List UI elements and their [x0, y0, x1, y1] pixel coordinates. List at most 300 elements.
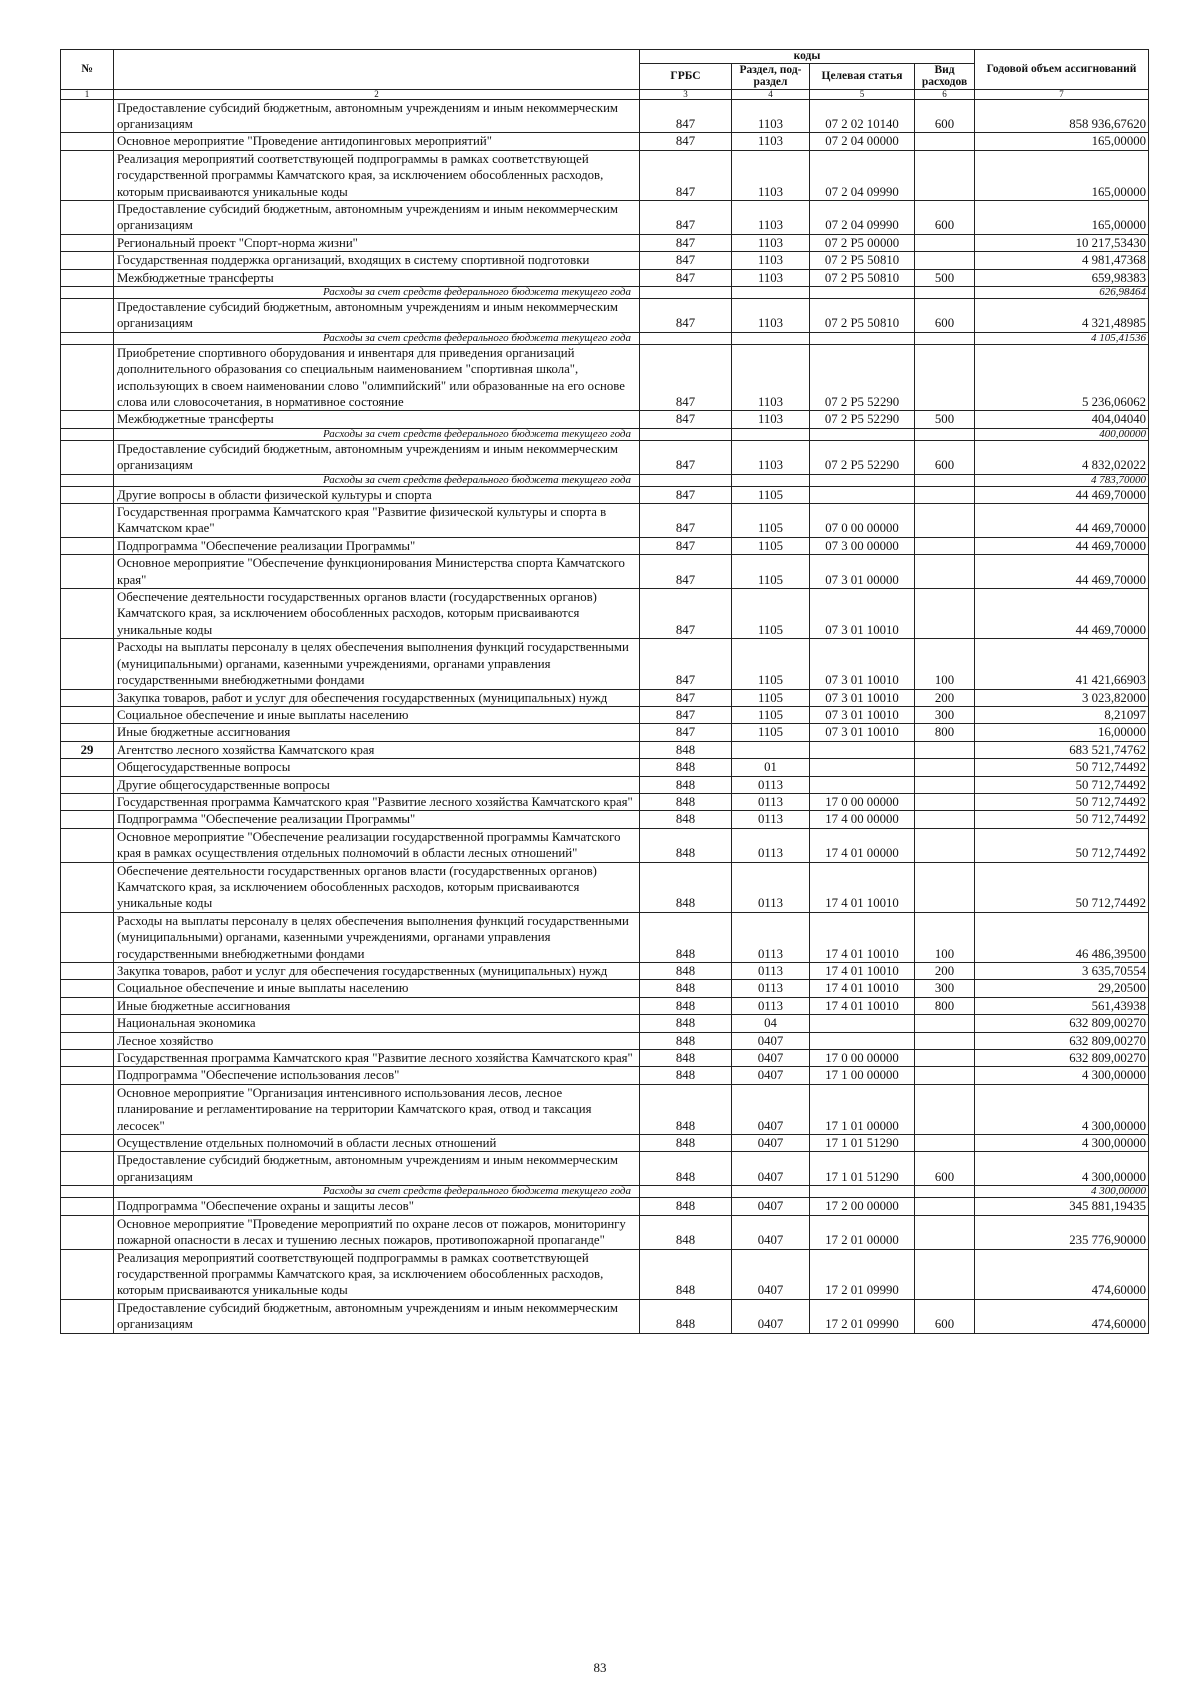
num-cell	[61, 793, 114, 810]
num-cell	[61, 1299, 114, 1333]
section-cell	[732, 1186, 810, 1198]
target-cell: 17 4 01 10010	[810, 997, 915, 1014]
amount-cell: 4 300,00000	[975, 1084, 1149, 1134]
name-cell: Государственная программа Камчатского края "Развитие лесного хозяйства Камчатского края"	[114, 793, 640, 810]
vid-cell	[915, 811, 975, 828]
vid-cell	[915, 1067, 975, 1084]
vid-cell	[915, 1186, 975, 1198]
grbs-cell: 847	[640, 411, 732, 428]
vid-cell	[915, 1084, 975, 1134]
vid-cell	[915, 828, 975, 862]
amount-cell: 165,00000	[975, 133, 1149, 150]
header-target: Целевая статья	[810, 63, 915, 89]
num-cell	[61, 997, 114, 1014]
section-cell: 1103	[732, 133, 810, 150]
vid-cell	[915, 793, 975, 810]
target-cell: 07 2 P5 50810	[810, 298, 915, 332]
name-cell: Основное мероприятие "Обеспечение функционирования Министерства спорта Камчатского края"	[114, 555, 640, 589]
grbs-cell: 847	[640, 150, 732, 200]
vid-cell	[915, 589, 975, 639]
table-row	[61, 1152, 1149, 1186]
amount-cell: 345 881,19435	[975, 1198, 1149, 1215]
grbs-cell: 847	[640, 504, 732, 538]
name-cell: Осуществление отдельных полномочий в области лесных отношений	[114, 1135, 640, 1152]
vid-cell	[915, 486, 975, 503]
num-cell	[61, 963, 114, 980]
vid-cell	[915, 474, 975, 486]
amount-cell: 50 712,74492	[975, 811, 1149, 828]
grbs-cell: 847	[640, 252, 732, 269]
vid-cell	[915, 1215, 975, 1249]
num-cell	[61, 1050, 114, 1067]
table-row	[61, 706, 1149, 723]
name-cell: Основное мероприятие "Проведение антидопинговых мероприятий"	[114, 133, 640, 150]
amount-cell: 3 635,70554	[975, 963, 1149, 980]
budget-table	[60, 49, 1149, 1334]
target-cell: 17 4 01 00000	[810, 828, 915, 862]
grbs-cell: 847	[640, 298, 732, 332]
header-index: 1	[61, 89, 114, 99]
target-cell	[810, 286, 915, 298]
section-cell: 0407	[732, 1215, 810, 1249]
num-cell	[61, 1152, 114, 1186]
grbs-cell: 847	[640, 200, 732, 234]
target-cell: 07 2 04 00000	[810, 133, 915, 150]
amount-cell: 561,43938	[975, 997, 1149, 1014]
amount-cell: 165,00000	[975, 200, 1149, 234]
vid-cell	[915, 537, 975, 554]
section-cell: 0113	[732, 793, 810, 810]
amount-cell: 400,00000	[975, 428, 1149, 440]
header-index: 6	[915, 89, 975, 99]
table-row	[61, 344, 1149, 411]
name-cell: Основное мероприятие "Обеспечение реализации государственной программы Камчатского края в рамках осуществления отдельных полномочий в области лесных отношений"	[114, 828, 640, 862]
grbs-cell: 848	[640, 997, 732, 1014]
target-cell: 07 3 00 00000	[810, 537, 915, 554]
num-cell	[61, 980, 114, 997]
name-cell: Подпрограмма "Обеспечение реализации Программы"	[114, 537, 640, 554]
target-cell: 07 3 01 10010	[810, 706, 915, 723]
num-cell	[61, 811, 114, 828]
num-cell	[61, 828, 114, 862]
vid-cell	[915, 1135, 975, 1152]
amount-cell: 4 832,02022	[975, 440, 1149, 474]
name-cell: Иные бюджетные ассигнования	[114, 997, 640, 1014]
amount-cell: 404,04040	[975, 411, 1149, 428]
vid-cell	[915, 150, 975, 200]
target-cell: 07 2 P5 00000	[810, 234, 915, 251]
grbs-cell: 848	[640, 759, 732, 776]
section-cell: 0113	[732, 912, 810, 962]
section-cell: 0113	[732, 828, 810, 862]
num-cell	[61, 1186, 114, 1198]
target-cell	[810, 332, 915, 344]
amount-cell: 4 300,00000	[975, 1135, 1149, 1152]
table-row	[61, 269, 1149, 286]
table-row	[61, 133, 1149, 150]
name-cell: Предоставление субсидий бюджетным, автономным учреждениям и иным некоммерческим организациям	[114, 440, 640, 474]
num-cell	[61, 332, 114, 344]
amount-cell: 50 712,74492	[975, 862, 1149, 912]
table-row	[61, 828, 1149, 862]
name-cell: Другие вопросы в области физической культуры и спорта	[114, 486, 640, 503]
num-cell: 29	[61, 741, 114, 758]
target-cell: 07 2 P5 50810	[810, 269, 915, 286]
header-section: Раздел, под-раздел	[732, 63, 810, 89]
table-row	[61, 440, 1149, 474]
section-cell: 1105	[732, 706, 810, 723]
num-cell	[61, 1015, 114, 1032]
table-row	[61, 504, 1149, 538]
vid-cell: 100	[915, 639, 975, 689]
grbs-cell: 847	[640, 440, 732, 474]
target-cell	[810, 1015, 915, 1032]
table-row	[61, 1084, 1149, 1134]
grbs-cell	[640, 286, 732, 298]
num-cell	[61, 269, 114, 286]
section-cell: 0407	[732, 1084, 810, 1134]
vid-cell	[915, 1198, 975, 1215]
name-cell: Лесное хозяйство	[114, 1032, 640, 1049]
table-row	[61, 298, 1149, 332]
vid-cell: 300	[915, 706, 975, 723]
header-index: 7	[975, 89, 1149, 99]
page-number: 83	[593, 1660, 607, 1675]
num-cell	[61, 234, 114, 251]
target-cell	[810, 486, 915, 503]
grbs-cell: 848	[640, 811, 732, 828]
section-cell: 0113	[732, 862, 810, 912]
target-cell: 07 2 P5 50810	[810, 252, 915, 269]
amount-cell: 626,98464	[975, 286, 1149, 298]
name-cell: Общегосударственные вопросы	[114, 759, 640, 776]
table-row	[61, 724, 1149, 741]
table-row	[61, 1299, 1149, 1333]
num-cell	[61, 1198, 114, 1215]
vid-cell: 600	[915, 1152, 975, 1186]
name-cell: Приобретение спортивного оборудования и инвентаря для приведения организаций дополнительного образования со специальным наименованием "спортивная школа", использующих в своем наименовании слово "олимпийский" или образованные на его основе слова или словосочетания, в нормативное состояние	[114, 344, 640, 411]
table-row	[61, 99, 1149, 133]
grbs-cell	[640, 332, 732, 344]
vid-cell	[915, 428, 975, 440]
amount-cell: 683 521,74762	[975, 741, 1149, 758]
section-cell: 1103	[732, 440, 810, 474]
table-row	[61, 689, 1149, 706]
amount-cell: 858 936,67620	[975, 99, 1149, 133]
target-cell: 07 2 02 10140	[810, 99, 915, 133]
amount-cell: 44 469,70000	[975, 589, 1149, 639]
grbs-cell	[640, 1186, 732, 1198]
grbs-cell: 848	[640, 776, 732, 793]
target-cell: 17 4 01 10010	[810, 963, 915, 980]
section-cell: 01	[732, 759, 810, 776]
target-cell: 07 2 P5 52290	[810, 411, 915, 428]
amount-cell: 4 321,48985	[975, 298, 1149, 332]
vid-cell: 200	[915, 689, 975, 706]
amount-cell: 8,21097	[975, 706, 1149, 723]
target-cell: 07 3 01 10010	[810, 689, 915, 706]
table-row	[61, 997, 1149, 1014]
amount-cell: 50 712,74492	[975, 759, 1149, 776]
name-cell: Расходы за счет средств федерального бюджета текущего года	[114, 332, 640, 344]
num-cell	[61, 1215, 114, 1249]
amount-cell: 474,60000	[975, 1249, 1149, 1299]
section-cell: 1103	[732, 269, 810, 286]
amount-cell: 29,20500	[975, 980, 1149, 997]
vid-cell: 200	[915, 963, 975, 980]
target-cell: 17 4 01 10010	[810, 980, 915, 997]
target-cell	[810, 741, 915, 758]
grbs-cell: 848	[640, 793, 732, 810]
section-cell: 0407	[732, 1135, 810, 1152]
section-cell: 1105	[732, 555, 810, 589]
target-cell	[810, 428, 915, 440]
table-row	[61, 1198, 1149, 1215]
section-cell: 0407	[732, 1299, 810, 1333]
target-cell: 17 1 00 00000	[810, 1067, 915, 1084]
table-row	[61, 234, 1149, 251]
header-annual: Годовой объем ассигнований	[975, 50, 1149, 90]
vid-cell	[915, 252, 975, 269]
vid-cell	[915, 344, 975, 411]
vid-cell: 600	[915, 99, 975, 133]
table-row	[61, 793, 1149, 810]
target-cell	[810, 759, 915, 776]
grbs-cell: 848	[640, 912, 732, 962]
section-cell: 1103	[732, 99, 810, 133]
num-cell	[61, 486, 114, 503]
section-cell: 1105	[732, 639, 810, 689]
table-row	[61, 639, 1149, 689]
name-cell: Региональный проект "Спорт-норма жизни"	[114, 234, 640, 251]
section-cell: 0407	[732, 1249, 810, 1299]
name-cell: Обеспечение деятельности государственных органов власти (государственных органов) Камчатского края, за исключением обособленных расходов, которым присваиваются уникальные коды	[114, 589, 640, 639]
name-cell: Реализация мероприятий соответствующей подпрограммы в рамках соответствующей государственной программы Камчатского края, за исключением обособленных расходов, которым присваиваются уникальные коды	[114, 1249, 640, 1299]
target-cell: 17 2 01 09990	[810, 1299, 915, 1333]
name-cell: Расходы за счет средств федерального бюджета текущего года	[114, 286, 640, 298]
section-cell: 0113	[732, 963, 810, 980]
target-cell: 17 4 01 10010	[810, 912, 915, 962]
grbs-cell: 848	[640, 1299, 732, 1333]
section-cell: 1105	[732, 504, 810, 538]
amount-cell: 44 469,70000	[975, 504, 1149, 538]
header-index-row	[61, 89, 1149, 99]
vid-cell	[915, 741, 975, 758]
grbs-cell: 847	[640, 269, 732, 286]
grbs-cell: 848	[640, 741, 732, 758]
section-cell: 1103	[732, 252, 810, 269]
name-cell: Подпрограмма "Обеспечение охраны и защиты лесов"	[114, 1198, 640, 1215]
grbs-cell: 848	[640, 862, 732, 912]
grbs-cell: 847	[640, 99, 732, 133]
vid-cell	[915, 286, 975, 298]
amount-cell: 44 469,70000	[975, 537, 1149, 554]
federal-funds-row	[61, 428, 1149, 440]
amount-cell: 165,00000	[975, 150, 1149, 200]
num-cell	[61, 1249, 114, 1299]
header-index: 3	[640, 89, 732, 99]
header-name	[114, 50, 640, 90]
vid-cell	[915, 504, 975, 538]
section-cell: 1103	[732, 298, 810, 332]
header-num: №	[61, 50, 114, 90]
target-cell: 07 0 00 00000	[810, 504, 915, 538]
target-cell: 07 2 P5 52290	[810, 440, 915, 474]
amount-cell: 44 469,70000	[975, 555, 1149, 589]
vid-cell	[915, 1015, 975, 1032]
amount-cell: 4 300,00000	[975, 1152, 1149, 1186]
name-cell: Государственная программа Камчатского края "Развитие лесного хозяйства Камчатского края"	[114, 1050, 640, 1067]
section-cell	[732, 741, 810, 758]
num-cell	[61, 504, 114, 538]
federal-funds-row	[61, 332, 1149, 344]
amount-cell: 659,98383	[975, 269, 1149, 286]
amount-cell: 632 809,00270	[975, 1050, 1149, 1067]
grbs-cell: 847	[640, 555, 732, 589]
name-cell: Закупка товаров, работ и услуг для обеспечения государственных (муниципальных) нужд	[114, 963, 640, 980]
name-cell: Социальное обеспечение и иные выплаты населению	[114, 706, 640, 723]
section-cell: 0113	[732, 980, 810, 997]
name-cell: Основное мероприятие "Организация интенсивного использования лесов, лесное планирование и регламентирование на территории Камчатского края, отвод и таксация лесосек"	[114, 1084, 640, 1134]
target-cell: 07 3 01 10010	[810, 724, 915, 741]
name-cell: Закупка товаров, работ и услуг для обеспечения государственных (муниципальных) нужд	[114, 689, 640, 706]
name-cell: Национальная экономика	[114, 1015, 640, 1032]
section-cell: 1103	[732, 150, 810, 200]
num-cell	[61, 759, 114, 776]
vid-cell	[915, 759, 975, 776]
table-row	[61, 811, 1149, 828]
section-cell: 1103	[732, 234, 810, 251]
table-row	[61, 555, 1149, 589]
section-cell	[732, 332, 810, 344]
target-cell: 17 1 01 00000	[810, 1084, 915, 1134]
grbs-cell	[640, 474, 732, 486]
grbs-cell: 847	[640, 344, 732, 411]
table-row	[61, 963, 1149, 980]
vid-cell: 100	[915, 912, 975, 962]
target-cell: 17 0 00 00000	[810, 1050, 915, 1067]
num-cell	[61, 589, 114, 639]
table-row	[61, 862, 1149, 912]
section-cell	[732, 428, 810, 440]
section-cell: 0407	[732, 1032, 810, 1049]
vid-cell	[915, 1050, 975, 1067]
grbs-cell: 848	[640, 1032, 732, 1049]
section-cell: 0407	[732, 1050, 810, 1067]
section-cell: 1105	[732, 724, 810, 741]
name-cell: Предоставление субсидий бюджетным, автономным учреждениям и иным некоммерческим организациям	[114, 298, 640, 332]
grbs-cell: 848	[640, 980, 732, 997]
grbs-cell: 848	[640, 1067, 732, 1084]
num-cell	[61, 474, 114, 486]
vid-cell	[915, 1249, 975, 1299]
grbs-cell: 848	[640, 963, 732, 980]
amount-cell: 50 712,74492	[975, 776, 1149, 793]
grbs-cell: 847	[640, 537, 732, 554]
num-cell	[61, 133, 114, 150]
name-cell: Государственная поддержка организаций, входящих в систему спортивной подготовки	[114, 252, 640, 269]
table-row	[61, 912, 1149, 962]
num-cell	[61, 252, 114, 269]
name-cell: Социальное обеспечение и иные выплаты населению	[114, 980, 640, 997]
table-row	[61, 741, 1149, 758]
section-cell: 0113	[732, 811, 810, 828]
section-cell	[732, 474, 810, 486]
section-cell: 1105	[732, 689, 810, 706]
vid-cell: 600	[915, 1299, 975, 1333]
num-cell	[61, 200, 114, 234]
name-cell: Межбюджетные трансферты	[114, 269, 640, 286]
target-cell	[810, 1186, 915, 1198]
grbs-cell: 847	[640, 234, 732, 251]
vid-cell: 800	[915, 724, 975, 741]
section-cell: 0113	[732, 776, 810, 793]
header-expense-type: Вид расходов	[915, 63, 975, 89]
name-cell: Расходы за счет средств федерального бюджета текущего года	[114, 474, 640, 486]
target-cell: 17 0 00 00000	[810, 793, 915, 810]
header-index: 4	[732, 89, 810, 99]
section-cell: 0407	[732, 1067, 810, 1084]
num-cell	[61, 440, 114, 474]
target-cell: 17 4 00 00000	[810, 811, 915, 828]
amount-cell: 632 809,00270	[975, 1032, 1149, 1049]
section-cell: 0407	[732, 1152, 810, 1186]
federal-funds-row	[61, 1186, 1149, 1198]
target-cell: 07 2 04 09990	[810, 200, 915, 234]
grbs-cell: 847	[640, 689, 732, 706]
target-cell: 07 3 01 10010	[810, 589, 915, 639]
grbs-cell: 848	[640, 1152, 732, 1186]
target-cell: 17 1 01 51290	[810, 1152, 915, 1186]
amount-cell: 4 300,00000	[975, 1067, 1149, 1084]
name-cell: Обеспечение деятельности государственных органов власти (государственных органов) Камчатского края, за исключением обособленных расходов, которым присваиваются уникальные коды	[114, 862, 640, 912]
section-cell	[732, 286, 810, 298]
vid-cell: 800	[915, 997, 975, 1014]
num-cell	[61, 344, 114, 411]
amount-cell: 4 981,47368	[975, 252, 1149, 269]
table-row	[61, 1015, 1149, 1032]
num-cell	[61, 724, 114, 741]
table-row	[61, 1067, 1149, 1084]
table-row	[61, 486, 1149, 503]
table-row	[61, 980, 1149, 997]
table-row	[61, 1050, 1149, 1067]
target-cell	[810, 474, 915, 486]
section-cell: 1103	[732, 411, 810, 428]
num-cell	[61, 862, 114, 912]
table-row	[61, 589, 1149, 639]
target-cell: 17 4 01 10010	[810, 862, 915, 912]
header-index: 2	[114, 89, 640, 99]
section-cell: 0113	[732, 997, 810, 1014]
grbs-cell: 847	[640, 724, 732, 741]
name-cell: Основное мероприятие "Проведение мероприятий по охране лесов от пожаров, мониторингу пожарной опасности в лесах и тушению лесных пожаров, противопожарной пропаганде"	[114, 1215, 640, 1249]
num-cell	[61, 298, 114, 332]
amount-cell: 44 469,70000	[975, 486, 1149, 503]
grbs-cell: 848	[640, 1215, 732, 1249]
name-cell: Расходы за счет средств федерального бюджета текущего года	[114, 428, 640, 440]
name-cell: Межбюджетные трансферты	[114, 411, 640, 428]
table-row	[61, 1215, 1149, 1249]
table-header	[61, 50, 1149, 100]
section-cell: 0407	[732, 1198, 810, 1215]
section-cell: 1105	[732, 589, 810, 639]
vid-cell: 300	[915, 980, 975, 997]
target-cell: 07 3 01 00000	[810, 555, 915, 589]
table-row	[61, 411, 1149, 428]
num-cell	[61, 555, 114, 589]
vid-cell: 600	[915, 440, 975, 474]
